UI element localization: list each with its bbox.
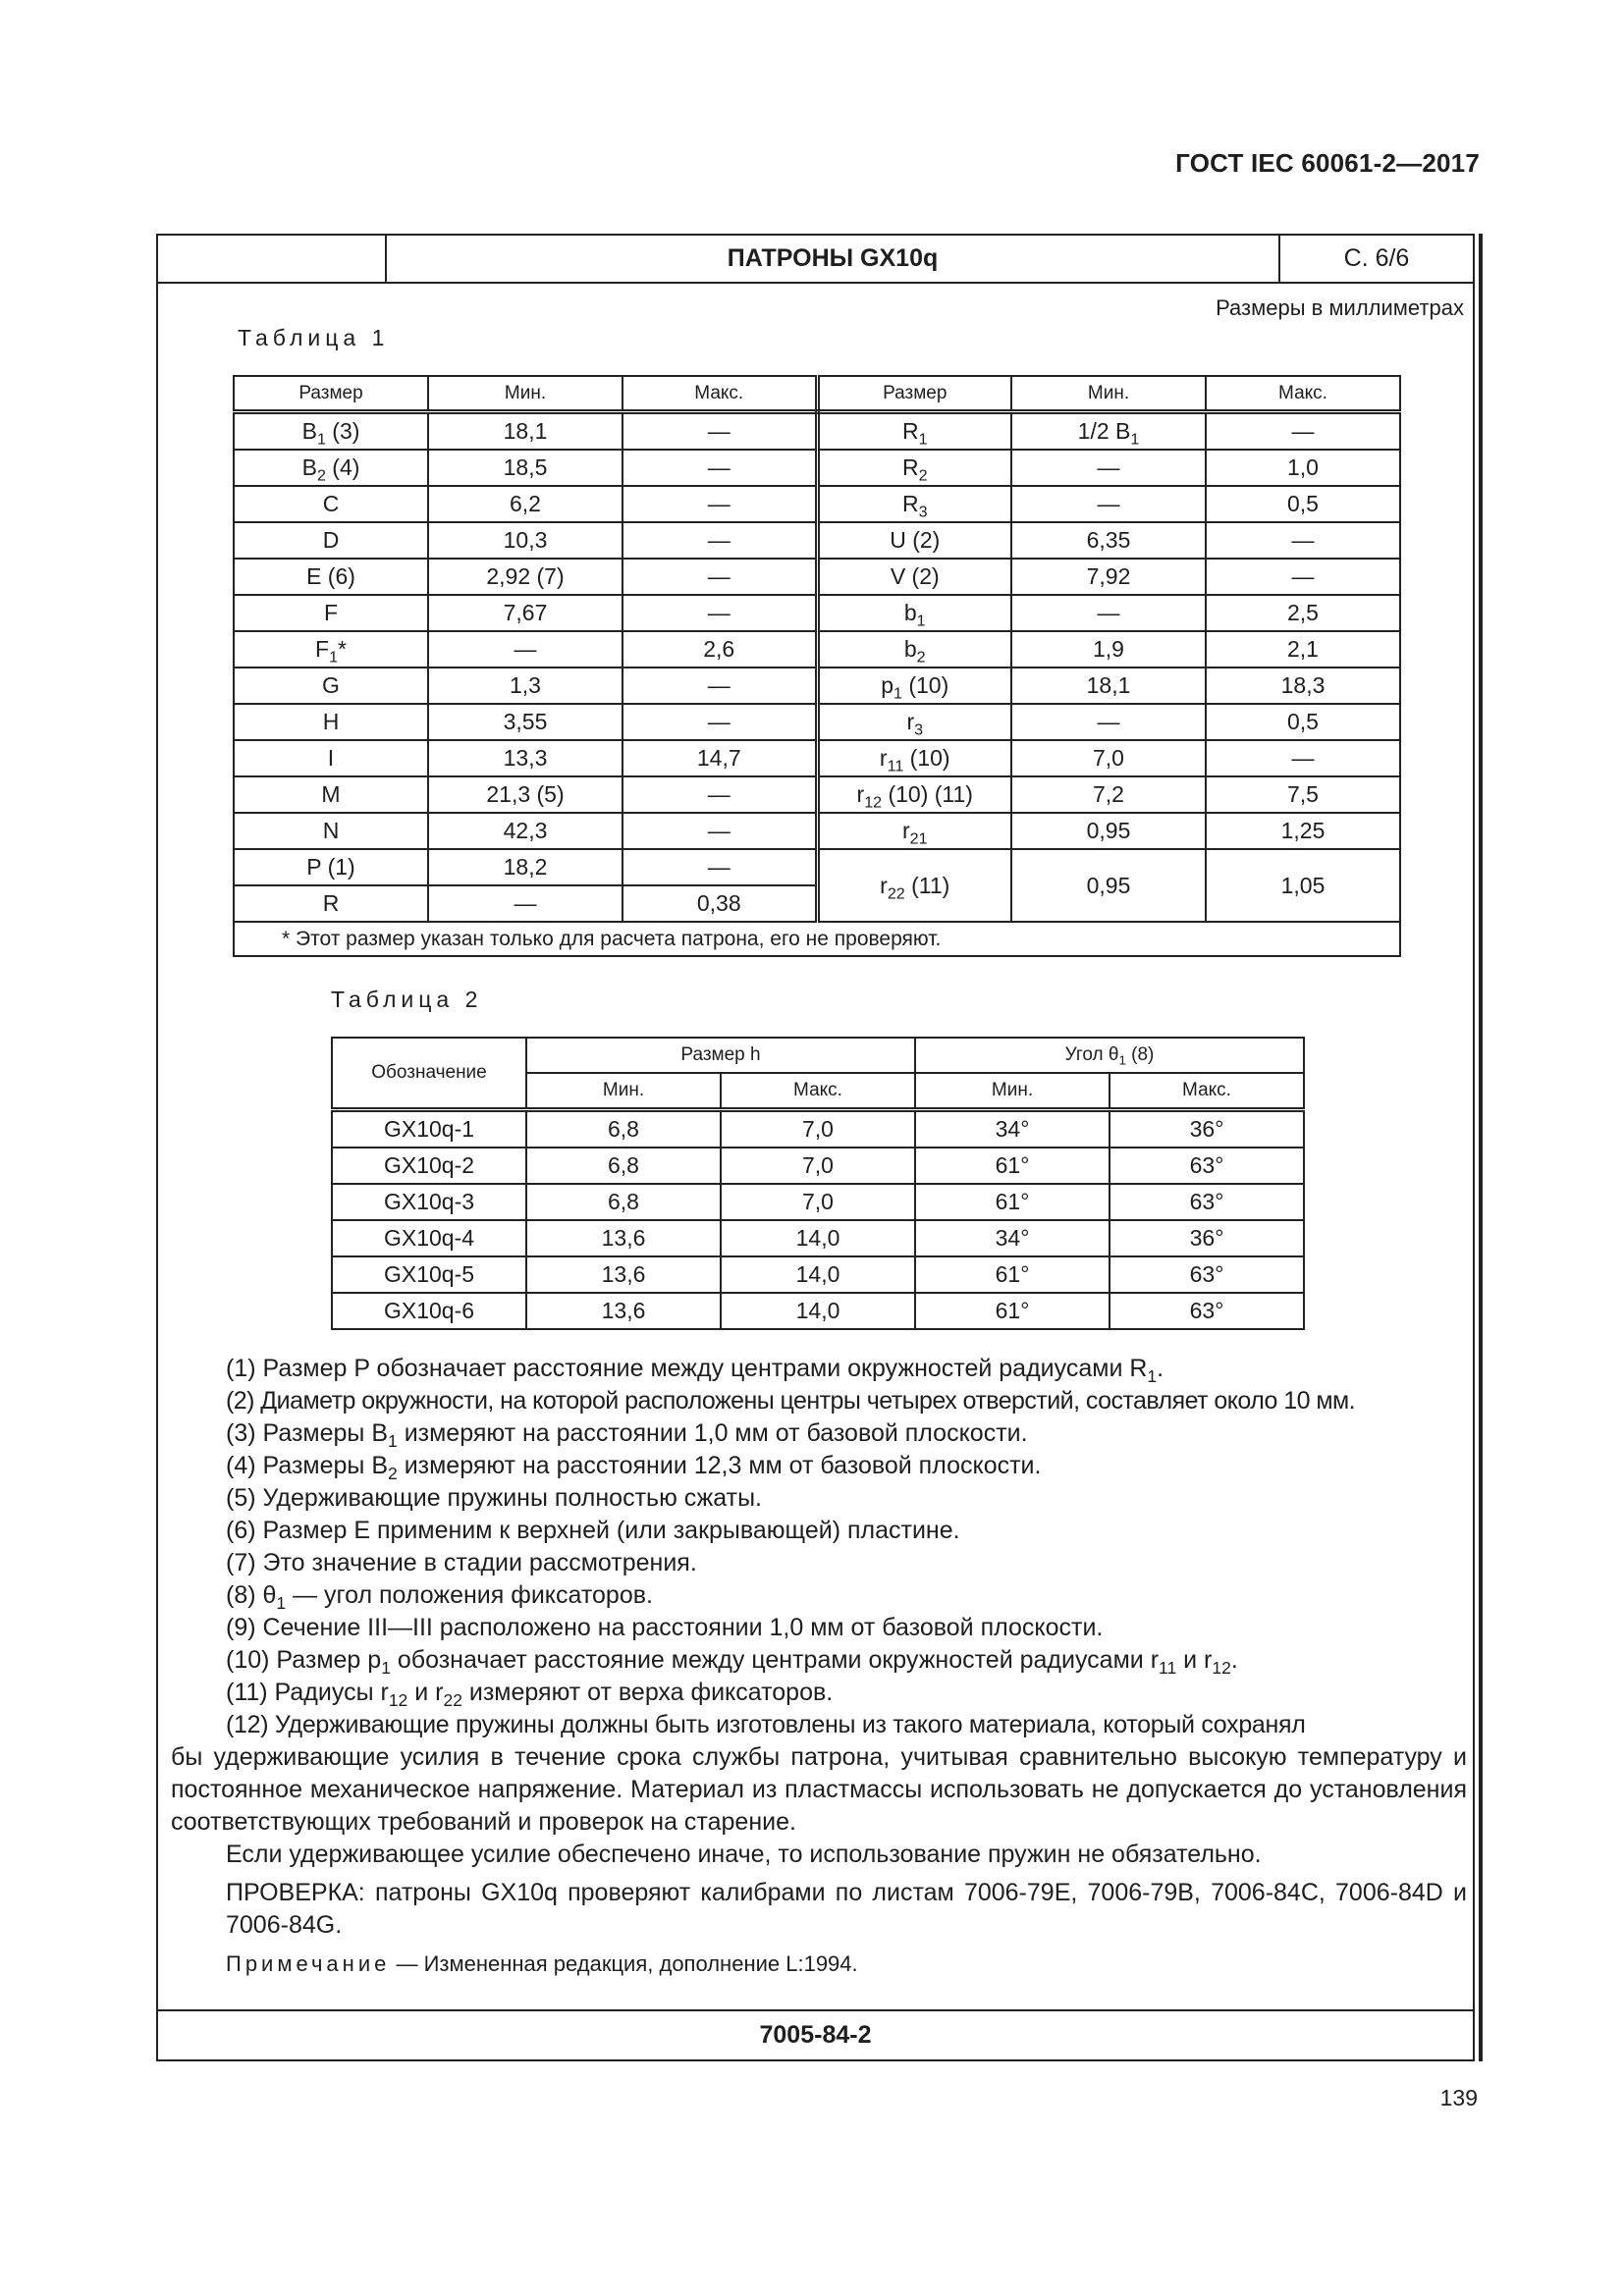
table1-cell-size: H <box>234 704 428 740</box>
table2-subheader-cell: Макс. <box>1110 1073 1304 1110</box>
table1-cell-max: — <box>623 486 817 522</box>
table1-row <box>234 450 1400 486</box>
table2-row <box>332 1293 1304 1329</box>
table1-header-cell: Мин. <box>1011 376 1206 412</box>
table2-cell-designation: GX10q-3 <box>332 1184 526 1220</box>
table1-cell-size: $r_{22}$ (11) <box>817 849 1011 922</box>
table1-cell-size: G <box>234 667 428 704</box>
table1-cell-size: R <box>234 885 428 922</box>
table1-header-cell: Макс. <box>623 376 817 412</box>
table2-subheader-cell: Макс. <box>721 1073 915 1110</box>
table2-cell-value: 61° <box>915 1293 1110 1329</box>
table1-cell-min: — <box>1011 450 1206 486</box>
table2-cell-value: 14,0 <box>721 1220 915 1256</box>
table2-cell-value: 7,0 <box>721 1184 915 1220</box>
table1-cell-max: — <box>623 450 817 486</box>
table1-cell-max: 1,25 <box>1206 813 1400 849</box>
table1-row <box>234 849 1400 885</box>
notes-section <box>171 1353 1467 1980</box>
table1-cell-size: I <box>234 740 428 776</box>
note-5: (5) Удерживающие пружины полностью сжаты. <box>226 1484 762 1512</box>
table2-cell-value: 6,8 <box>526 1110 721 1148</box>
note-8: (8) $\theta_1$ — угол положения фиксаторов. <box>226 1581 653 1614</box>
table1-row <box>234 776 1400 813</box>
table1-cell-size: $r_3$ <box>817 704 1011 740</box>
dimensions-table <box>233 375 1401 957</box>
table2-cell-value: 63° <box>1110 1293 1304 1329</box>
table1-cell-min: 1,9 <box>1011 631 1206 667</box>
table1-cell-min: 10,3 <box>428 522 623 559</box>
table2-cell-designation: GX10q-4 <box>332 1220 526 1256</box>
table1-cell-max: 1,0 <box>1206 450 1400 486</box>
table2-row <box>332 1184 1304 1220</box>
table1-row <box>234 667 1400 704</box>
table2-cell-value: 63° <box>1110 1148 1304 1184</box>
table1-cell-max: 18,3 <box>1206 667 1400 704</box>
table2-row <box>332 1110 1304 1148</box>
table1-cell-max: — <box>1206 522 1400 559</box>
table1-cell-min: 2,92 (7) <box>428 559 623 595</box>
table1-cell-min: 7,2 <box>1011 776 1206 813</box>
table1-caption: Таблица 1 <box>238 325 390 350</box>
table1-cell-min: 18,1 <box>428 412 623 451</box>
table2-cell-designation: GX10q-2 <box>332 1148 526 1184</box>
table2-cell-value: 63° <box>1110 1256 1304 1293</box>
table1-cell-min: 7,92 <box>1011 559 1206 595</box>
table1-cell-min: 6,2 <box>428 486 623 522</box>
table2-cell-value: 61° <box>915 1256 1110 1293</box>
table1-header-cell: Макс. <box>1206 376 1400 412</box>
table2-cell-value: 36° <box>1110 1220 1304 1256</box>
table1-row <box>234 813 1400 849</box>
table1-cell-max: 0,38 <box>623 885 817 922</box>
table1-cell-max: — <box>623 813 817 849</box>
table1-cell-max: — <box>1206 559 1400 595</box>
units-note: Размеры в миллиметрах <box>1216 295 1464 320</box>
table1-header-cell: Мин. <box>428 376 623 412</box>
table1-cell-size: $b_2$ <box>817 631 1011 667</box>
table2-cell-value: 7,0 <box>721 1110 915 1148</box>
table2-row <box>332 1148 1304 1184</box>
table2-header-angle: Угол $\theta_1$ (8) <box>915 1038 1304 1073</box>
table1-cell-min: 6,35 <box>1011 522 1206 559</box>
sheet-frame-double-edge <box>1479 234 1483 2061</box>
table2-cell-value: 14,0 <box>721 1256 915 1293</box>
table1-cell-size: C <box>234 486 428 522</box>
table1-cell-min: 18,5 <box>428 450 623 486</box>
table1-cell-min: 13,3 <box>428 740 623 776</box>
sheet-title: ПАТРОНЫ GX10q <box>727 244 939 272</box>
table1-cell-size: $F_1*$ <box>234 631 428 667</box>
table1-cell-max: — <box>623 776 817 813</box>
table1-cell-min: — <box>1011 486 1206 522</box>
table1-cell-size: D <box>234 522 428 559</box>
table2-cell-designation: GX10q-6 <box>332 1293 526 1329</box>
table2-cell-value: 63° <box>1110 1184 1304 1220</box>
table1-cell-max: 2,5 <box>1206 595 1400 631</box>
table1-cell-min: 7,67 <box>428 595 623 631</box>
note-2: (2) Диаметр окружности, на которой расположены центры четырех отверстий, составляет около 10 мм. <box>226 1387 1356 1415</box>
table1-cell-size: $r_{11}$ (10) <box>817 740 1011 776</box>
standard-header: ГОСТ IEC 60061-2—2017 <box>1175 148 1480 178</box>
table1-cell-min: 0,95 <box>1011 813 1206 849</box>
table2-cell-value: 34° <box>915 1110 1110 1148</box>
table2-caption: Таблица 2 <box>331 987 483 1012</box>
table1-cell-min: — <box>428 631 623 667</box>
table1-cell-max: — <box>623 559 817 595</box>
table1-cell-size: $R_1$ <box>817 412 1011 451</box>
table2-cell-designation: GX10q-1 <box>332 1110 526 1148</box>
table1-cell-size: $R_2$ <box>817 450 1011 486</box>
table1-footnote: * Этот размер указан только для расчета патрона, его не проверяют. <box>234 922 1400 956</box>
check-paragraph: ПРОВЕРКА: патроны GX10q проверяют калибрами по листам 7006-79E, 7006-79B, 7006-84C, 7006-84D и 7006-84G. <box>226 1879 1467 1939</box>
table1-header-row <box>234 376 1400 412</box>
table1-cell-size: $B_1$ (3) <box>234 412 428 451</box>
table1-row <box>234 412 1400 451</box>
table1-cell-size: V (2) <box>817 559 1011 595</box>
note-13: Если удерживающее усилие обеспечено иначе, то использование пружин не обязательно. <box>226 1841 1262 1868</box>
table1-cell-min: 3,55 <box>428 704 623 740</box>
table1-cell-max: 0,5 <box>1206 486 1400 522</box>
note-1: (1) Размер P обозначает расстояние между центрами окружностей радиусами $R_1$. <box>226 1355 1164 1387</box>
table2-cell-value: 61° <box>915 1148 1110 1184</box>
table1-cell-size: $b_1$ <box>817 595 1011 631</box>
table1-row <box>234 559 1400 595</box>
table1-row <box>234 704 1400 740</box>
note-12-continuation: бы удерживающие усилия в течение срока службы патрона, учитывая сравнительно высокую температуру и постоянное механическое напряжение. Материал из пластмассы использовать не допускается до установления соответствующих требований и проверок на старение. <box>171 1743 1467 1836</box>
table1-cell-max: — <box>623 595 817 631</box>
note-7: (7) Это значение в стадии рассмотрения. <box>226 1549 697 1576</box>
note-12-first-line: (12) Удерживающие пружины должны быть изготовлены из такого материала, который сохранял <box>226 1711 1306 1738</box>
table2-cell-designation: GX10q-5 <box>332 1256 526 1293</box>
table1-row <box>234 486 1400 522</box>
table2-cell-value: 13,6 <box>526 1220 721 1256</box>
table1-row <box>234 740 1400 776</box>
table1-header-cell: Размер <box>234 376 428 412</box>
table1-cell-min: 18,1 <box>1011 667 1206 704</box>
table1-cell-min: — <box>428 885 623 922</box>
table2-header-size: Размер h <box>526 1038 915 1073</box>
table1-cell-size: P (1) <box>234 849 428 885</box>
table1-row <box>234 522 1400 559</box>
note-4: (4) Размеры $B_2$ измеряют на расстоянии 12,3 мм от базовой плоскости. <box>226 1452 1042 1484</box>
table1-cell-size: E (6) <box>234 559 428 595</box>
table2-cell-value: 6,8 <box>526 1148 721 1184</box>
table1-cell-size: M <box>234 776 428 813</box>
table2-subheader-cell: Мин. <box>915 1073 1110 1110</box>
note-11: (11) Радиусы $r_{12}$ и $r_{22}$ измеряют от верха фиксаторов. <box>226 1679 834 1711</box>
table1-cell-max: 7,5 <box>1206 776 1400 813</box>
table1-cell-size: N <box>234 813 428 849</box>
table1-cell-size: $B_2$ (4) <box>234 450 428 486</box>
table1-cell-min: 18,2 <box>428 849 623 885</box>
table1-cell-size: F <box>234 595 428 631</box>
table2-cell-value: 7,0 <box>721 1148 915 1184</box>
table1-cell-max: 14,7 <box>623 740 817 776</box>
table1-cell-max: — <box>623 667 817 704</box>
table2-row <box>332 1220 1304 1256</box>
table1-cell-size: $r_{21}$ <box>817 813 1011 849</box>
page-number: 139 <box>1439 2085 1478 2110</box>
table2-cell-value: 34° <box>915 1220 1110 1256</box>
table2-subheader-cell: Мин. <box>526 1073 721 1110</box>
table1-cell-max: 2,6 <box>623 631 817 667</box>
note-6: (6) Размер E применим к верхней (или закрывающей) пластине. <box>226 1517 960 1544</box>
table1-cell-min: 1/2 $B_1$ <box>1011 412 1206 451</box>
table1-cell-max: — <box>1206 412 1400 451</box>
table2-cell-value: 36° <box>1110 1110 1304 1148</box>
note-3: (3) Размеры $B_1$ измеряют на расстоянии 1,0 мм от базовой плоскости. <box>226 1419 1028 1452</box>
table1-cell-size: $p_1$ (10) <box>817 667 1011 704</box>
table1-cell-min: 7,0 <box>1011 740 1206 776</box>
table1-header-cell: Размер <box>817 376 1011 412</box>
designation-table <box>331 1037 1305 1330</box>
table1-cell-min: 1,3 <box>428 667 623 704</box>
sheet-page-indicator: С. 6/6 <box>1343 244 1410 272</box>
table1-cell-min: — <box>1011 595 1206 631</box>
table1-cell-min: 42,3 <box>428 813 623 849</box>
table2-cell-value: 6,8 <box>526 1184 721 1220</box>
table1-footnote-row <box>234 922 1400 956</box>
table1-cell-max: — <box>623 704 817 740</box>
table1-cell-max: 1,05 <box>1206 849 1400 922</box>
remark: Примечание — Измененная редакция, дополнение L:1994. <box>226 1951 858 1976</box>
table1-cell-size: U (2) <box>817 522 1011 559</box>
table2-cell-value: 13,6 <box>526 1256 721 1293</box>
table2-cell-value: 61° <box>915 1184 1110 1220</box>
table1-cell-min: — <box>1011 704 1206 740</box>
table1-cell-max: — <box>623 522 817 559</box>
table1-row <box>234 595 1400 631</box>
note-9: (9) Сечение III—III расположено на расстоянии 1,0 мм от базовой плоскости. <box>226 1614 1104 1641</box>
table1-cell-max: 2,1 <box>1206 631 1400 667</box>
table2-cell-value: 14,0 <box>721 1293 915 1329</box>
table1-cell-min: 0,95 <box>1011 849 1206 922</box>
table1-cell-max: — <box>623 412 817 451</box>
table1-row <box>234 631 1400 667</box>
table2-header-row <box>332 1038 1304 1073</box>
table2-row <box>332 1256 1304 1293</box>
table1-cell-size: $r_{12}$ (10) (11) <box>817 776 1011 813</box>
table2-header-designation: Обозначение <box>332 1038 526 1110</box>
table1-cell-max: — <box>1206 740 1400 776</box>
table2-cell-value: 13,6 <box>526 1293 721 1329</box>
sheet-footer-code: 7005-84-2 <box>759 2021 872 2049</box>
table1-cell-min: 21,3 (5) <box>428 776 623 813</box>
note-10: (10) Размер $p_1$ обозначает расстояние между центрами окружностей радиусами $r_{11}$ и $r_{12}$. <box>226 1646 1238 1679</box>
table1-cell-size: $R_3$ <box>817 486 1011 522</box>
table1-cell-max: 0,5 <box>1206 704 1400 740</box>
table1-cell-max: — <box>623 849 817 885</box>
